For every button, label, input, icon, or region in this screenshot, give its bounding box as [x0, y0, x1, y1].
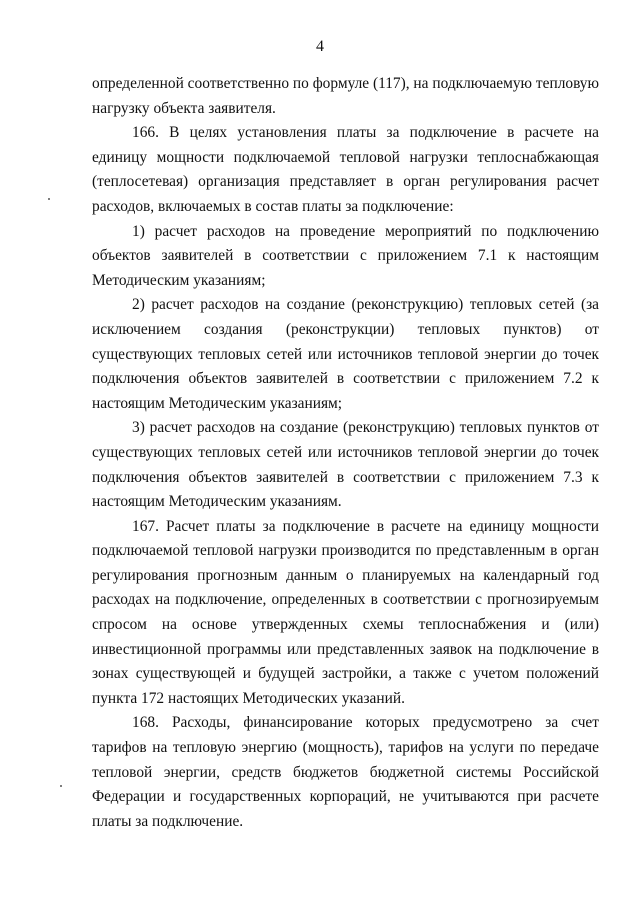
scan-speck	[48, 198, 50, 200]
list-item-1: 1) расчет расходов на проведение мероприятий по подключению объектов заявителей в соответствии с приложением 7.1 к настоящим Методическим указаниям;	[92, 222, 599, 289]
list-item-3: 3) расчет расходов на создание (реконструкцию) тепловых пунктов от существующих тепловых сетей или источников тепловой энергии до точек подключения объектов заявителей в соответствии с приложением 7.3 к настоящим Методическим указаниям.	[92, 419, 599, 511]
scan-speck	[60, 785, 62, 787]
paragraph-167: 167. Расчет платы за подключение в расчете на единицу мощности подключаемой тепловой нагрузки производится по представленным в орган регулирования прогнозным данным о планируемых на календарный год расходах на подключение, определенных в соответствии с прогнозируемым спросом на основе утвержденных схемы теплоснабжения и (или) инвестиционной программы или представленных заявок на подключение в зонах существующей и будущей застройки, а также с учетом положений пункта 172 настоящих Методических указаний.	[92, 517, 599, 707]
page-number: 4	[316, 38, 324, 55]
paragraph-168: 168. Расходы, финансирование которых предусмотрено за счет тарифов на тепловую энергию (мощность), тарифов на услуги по передаче тепловой энергии, средств бюджетов бюджетной системы Российской Федерации и государственных корпораций, не учитываются при расчете платы за подключение.	[92, 714, 599, 830]
document-body	[92, 72, 599, 834]
list-item-2: 2) расчет расходов на создание (реконструкцию) тепловых сетей (за исключением создания (реконструкции) тепловых пунктов) от существующих тепловых сетей или источников тепловой энергии до точек подключения объектов заявителей в соответствии с приложением 7.2 к настоящим Методическим указаниям;	[92, 296, 599, 412]
paragraph-166: 166. В целях установления платы за подключение в расчете на единицу мощности подключаемой тепловой нагрузки теплоснабжающая (теплосетевая) организация представляет в орган регулирования расчет расходов, включаемых в состав платы за подключение:	[92, 124, 599, 215]
paragraph-continuation: определенной соответственно по формуле (117), на подключаемую тепловую нагрузку объекта заявителя.	[92, 75, 600, 117]
